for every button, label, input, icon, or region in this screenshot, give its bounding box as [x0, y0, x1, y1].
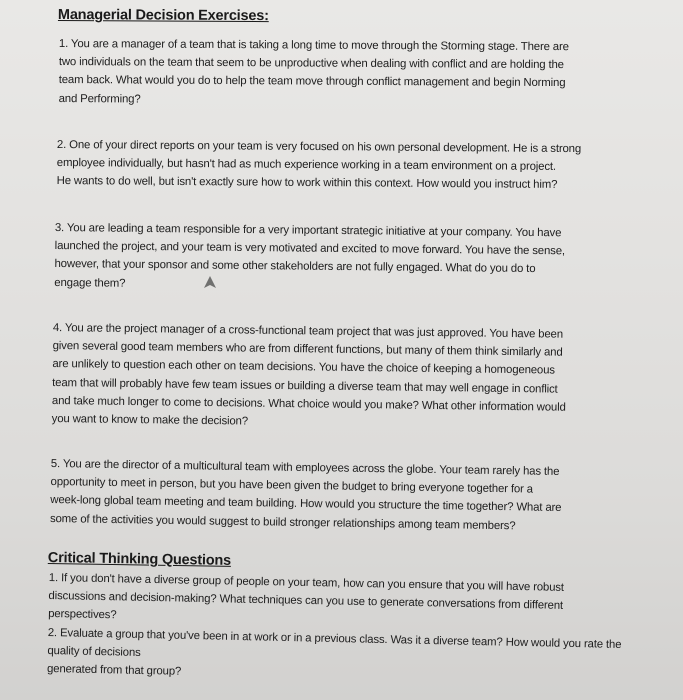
- page-title: Managerial Decision Exercises:: [57, 7, 269, 25]
- exercise-3: 3. You are leading a team responsible for a very important strategic initiative at your company. You have launched the project, and your team is very motivated and excited to move forward. You have the sense, however, that your sponsor and some other stakeholders are not fully engaged. What do you do to engage them?: [54, 221, 565, 290]
- critical-thinking-title: Critical Thinking Questions: [47, 550, 232, 569]
- exercise-1: 1. You are a manager of a team that is taking a long time to move through the Storming stage. There are two individuals on the team that seem to be unproductive when dealing with conflict and are holding the team back. What would you do to help the team move through conflict management and begin Norming and Performing?: [58, 37, 569, 106]
- critical-question-2: 2. Evaluate a group that you've been in at work or in a previous class. Was it a diverse team? How would you rate the quality of decisions generated from that group?: [46, 626, 622, 679]
- exercise-5: 5. You are the director of a multicultural team with employees across the globe. Your team rarely has the opportunity to meet in person, but you have been given the budget to bring everyone together for a week-long global team meeting and team building. How would you structure the time together? What are some of the activities you would suggest to build stronger relationships among team members?: [49, 457, 562, 532]
- critical-question-1: 1. If you don't have a diverse group of people on your team, how can you ensure that you will have robust discussions and decision-making? What techniques can you use to generate conversations from different perspectives?: [48, 571, 565, 622]
- mouse-pointer-icon: [203, 275, 217, 291]
- exercise-2: 2. One of your direct reports on your team is very focused on his own personal development. He is a strong employee individually, but hasn't had as much experience working in a team environment on a project. He wants to do well, but isn't exactly sure how to work within this context. How would you instruct him?: [56, 138, 582, 192]
- exercise-4: 4. You are the project manager of a cross-functional team project that was just approved. You have been given several good team members who are from different functions, but many of them think similarly and are unlikely to question each other on team decisions. You have the choice of keeping a homogeneous team that will probably have few team issues or building a diverse team that may well engage in conflict and take much longer to come to decisions. What choice would you make? What other information would you want to know to make the decision?: [51, 321, 566, 428]
